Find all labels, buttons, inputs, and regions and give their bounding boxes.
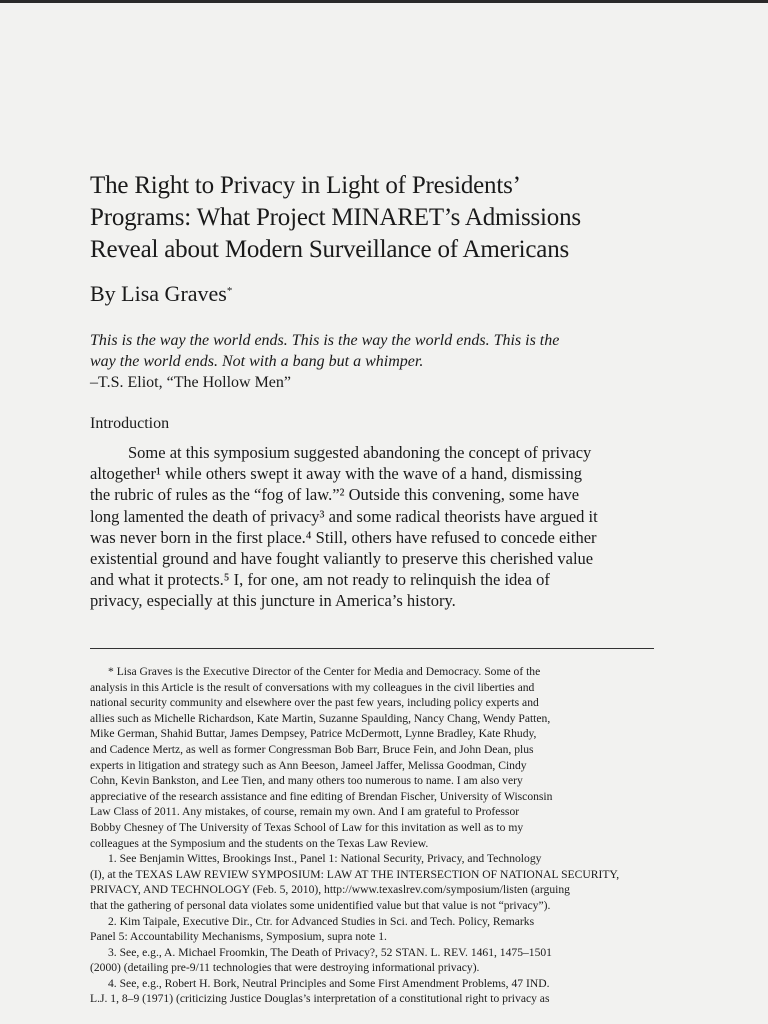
footnote-line: 4. See, e.g., Robert H. Bork, Neutral Principles and Some First Amendment Problems, 47 IND. xyxy=(108,976,550,990)
footnote-line: analysis in this Article is the result of conversations with my colleagues in the civil liberties and xyxy=(90,680,535,694)
body-line: and what it protects.⁵ I, for one, am not ready to relinquish the idea of xyxy=(90,570,550,590)
footnote-divider xyxy=(90,648,654,649)
footnote-line: appreciative of the research assistance and fine editing of Brendan Fischer, University of Wisconsin xyxy=(90,789,553,803)
article-title xyxy=(90,170,670,266)
body-line: the rubric of rules as the “fog of law.”² Outside this convening, some have xyxy=(90,485,580,505)
footnote-line: Bobby Chesney of The University of Texas School of Law for this invitation as well as to my xyxy=(90,820,524,834)
footnote-line: experts in litigation and strategy such as Ann Beeson, Jameel Jaffer, Melissa Goodman, Cindy xyxy=(90,758,527,772)
footnote-line: Panel 5: Accountability Mechanisms, Symposium, supra note 1. xyxy=(90,930,387,944)
footnote-line: colleagues at the Symposium and the students on the Texas Law Review. xyxy=(90,836,429,850)
epigraph-line: way the world ends. Not with a bang but a whimper. xyxy=(90,353,424,370)
title-line: The Right to Privacy in Light of Presidents’ xyxy=(90,172,521,199)
footnote-line: (I), at the TEXAS LAW REVIEW SYMPOSIUM: LAW AT THE INTERSECTION OF NATIONAL SECURITY, xyxy=(90,867,620,881)
body-line: was never born in the first place.⁴ Still, others have refused to concede either xyxy=(90,527,597,547)
footnote-line: L.J. 1, 8–9 (1971) (criticizing Justice Douglas’s interpretation of a constitutional right to privacy as xyxy=(90,992,550,1006)
footnote-line: 1. See Benjamin Wittes, Brookings Inst., Panel 1: National Security, Privacy, and Technology xyxy=(108,852,542,866)
footnote-line: national security community and elsewhere over the past few years, including policy experts and xyxy=(90,696,539,710)
author-footnote-mark: * xyxy=(226,285,233,297)
footnote-line: Law Class of 2011. Any mistakes, of course, remain my own. And I am grateful to Professor xyxy=(90,805,520,819)
author-name: By Lisa Graves xyxy=(90,281,227,306)
footnote-line: PRIVACY, AND TECHNOLOGY (Feb. 5, 2010), http://www.texaslrev.com/symposium/listen (arguing xyxy=(90,883,570,897)
section-heading: Introduction xyxy=(90,415,170,432)
footnote-line: that the gathering of personal data violates some unidentified value but that value is not “privacy”). xyxy=(90,898,551,912)
footnote-line: (2000) (detailing pre-9/11 technologies that were destroying informational privacy). xyxy=(90,961,480,975)
author-byline xyxy=(90,280,232,308)
body-paragraph xyxy=(90,442,660,612)
body-line: Some at this symposium suggested abandoning the concept of privacy xyxy=(128,443,592,462)
footnote-line: Mike German, Shahid Buttar, James Dempsey, Patrice McDermott, Lynne Bradley, Kate Rhudy, xyxy=(90,727,537,741)
epigraph xyxy=(90,330,660,393)
epigraph-attribution: –T.S. Eliot, “The Hollow Men” xyxy=(90,374,291,391)
title-line: Reveal about Modern Surveillance of Americans xyxy=(90,236,570,263)
epigraph-line: This is the way the world ends. This is the way the world ends. This is the xyxy=(90,332,560,349)
footnote-line: * Lisa Graves is the Executive Director of the Center for Media and Democracy. Some of the xyxy=(108,665,541,678)
footnotes xyxy=(90,664,654,1007)
footnote-line: allies such as Michelle Richardson, Kate Martin, Suzanne Spaulding, Nancy Chang, Wendy Patten, xyxy=(90,711,551,725)
body-line: altogether¹ while others swept it away with the wave of a hand, dismissing xyxy=(90,464,583,484)
footnote-line: 3. See, e.g., A. Michael Froomkin, The Death of Privacy?, 52 STAN. L. REV. 1461, 1475–1501 xyxy=(108,945,552,959)
body-line: existential ground and have fought valiantly to preserve this cherished value xyxy=(90,549,594,569)
footnote-line: 2. Kim Taipale, Executive Dir., Ctr. for Advanced Studies in Sci. and Tech. Policy, Remarks xyxy=(108,914,535,928)
body-line: long lamented the death of privacy³ and some radical theorists have argued it xyxy=(90,506,598,526)
footnote-line: Cohn, Kevin Bankston, and Lee Tien, and many others too numerous to name. I am also very xyxy=(90,774,523,788)
body-line: privacy, especially at this juncture in America’s history. xyxy=(90,591,456,611)
scan-top-edge xyxy=(0,0,768,3)
footnote-line: and Cadence Mertz, as well as former Congressman Bob Barr, Bruce Fein, and John Dean, plus xyxy=(90,742,534,756)
title-line: Programs: What Project MINARET’s Admissions xyxy=(90,204,581,231)
